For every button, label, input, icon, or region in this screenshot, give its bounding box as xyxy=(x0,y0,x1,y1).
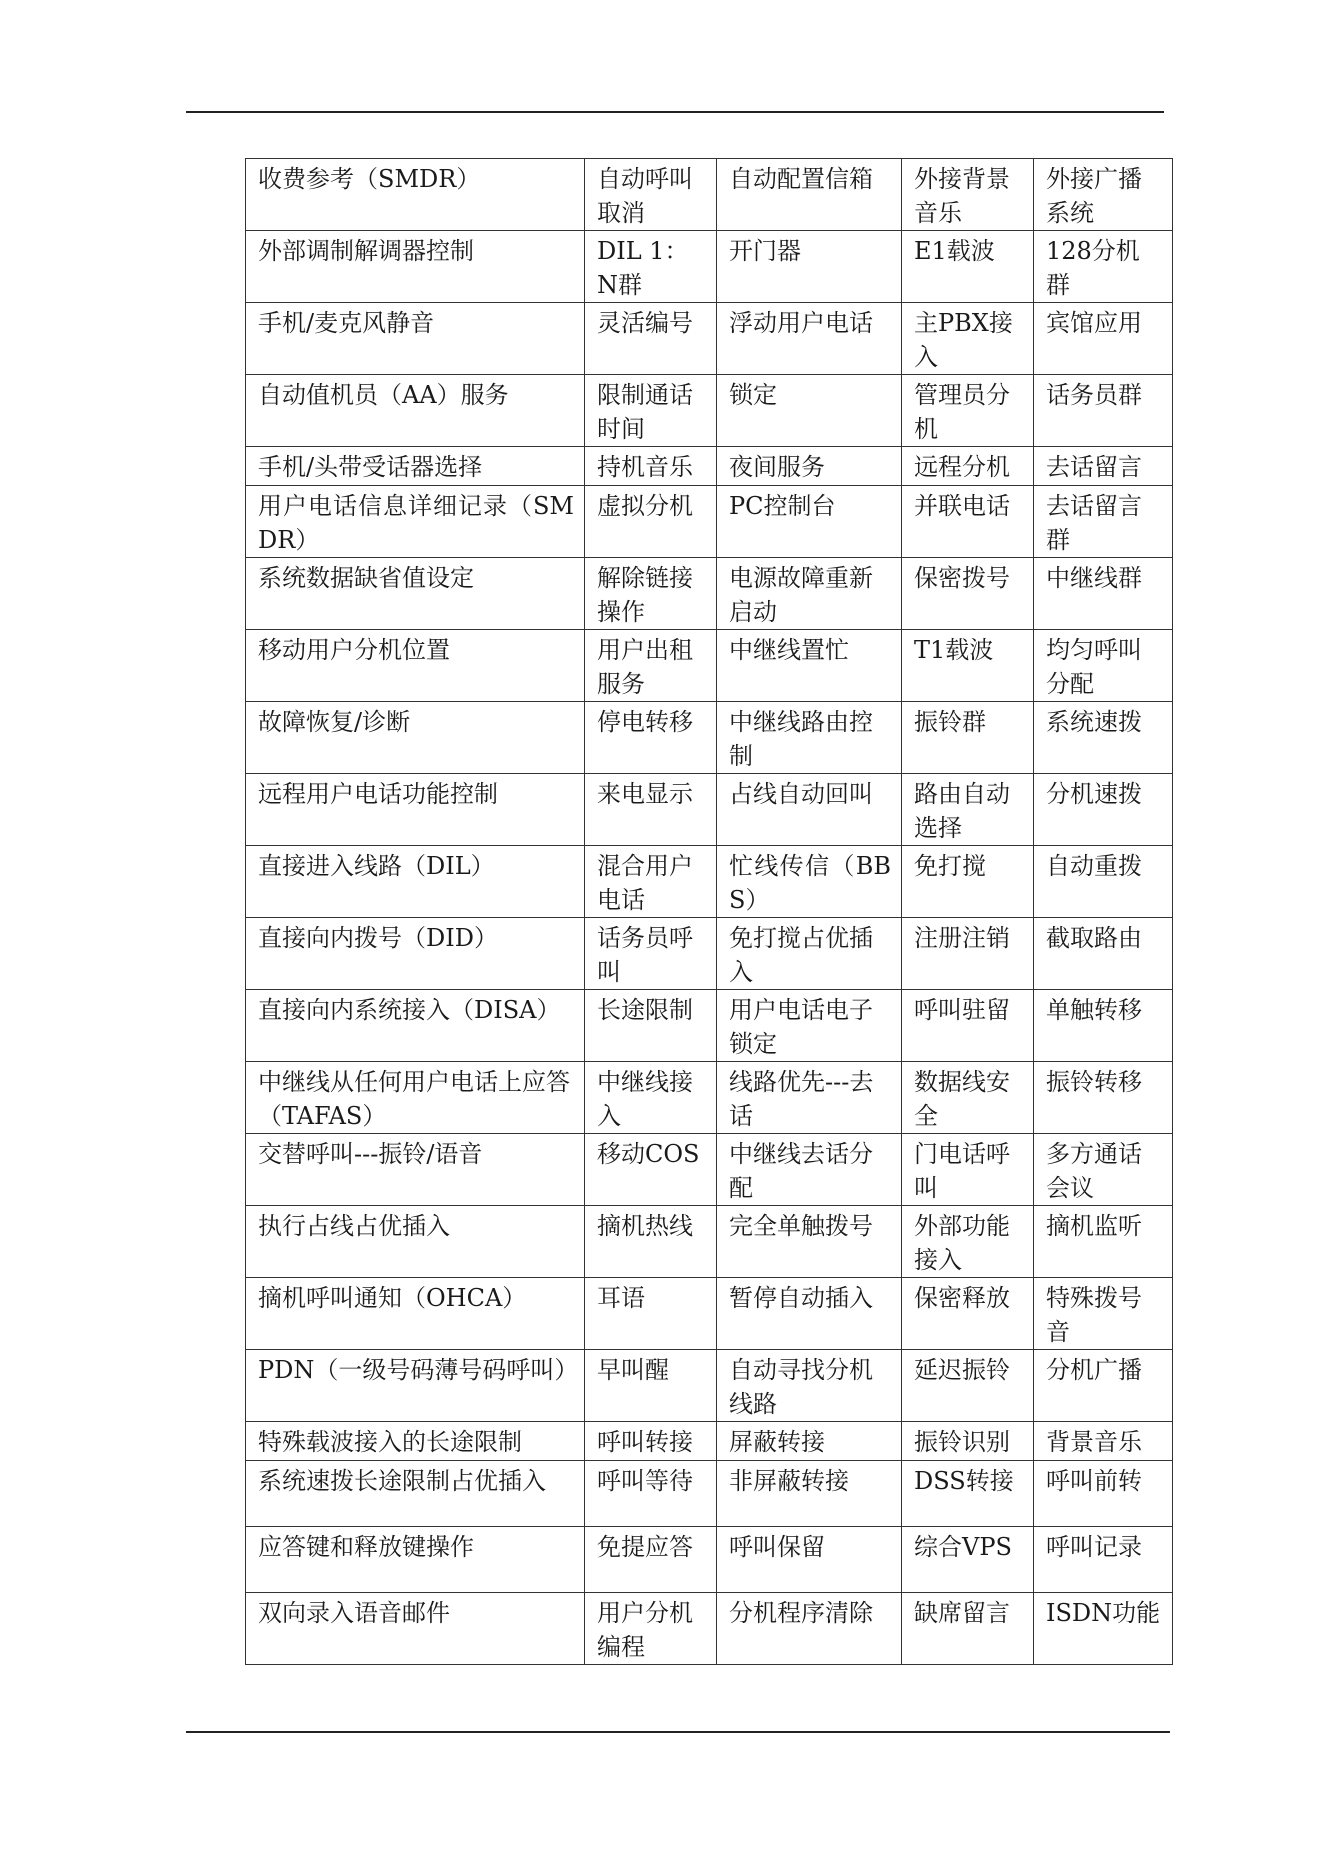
table-cell: 呼叫转接 xyxy=(585,1422,717,1461)
table-cell: PDN（一级号码薄号码呼叫） xyxy=(246,1350,585,1422)
table-cell: 持机音乐 xyxy=(585,447,717,486)
table-cell: 摘机呼叫通知（OHCA） xyxy=(246,1278,585,1350)
table-cell: 外接背景音乐 xyxy=(902,159,1034,231)
table-cell: 截取路由 xyxy=(1034,918,1173,990)
table-cell: 分机广播 xyxy=(1034,1350,1173,1422)
table-cell: 门电话呼叫 xyxy=(902,1134,1034,1206)
table-cell: 自动呼叫取消 xyxy=(585,159,717,231)
table-row xyxy=(246,1062,1173,1134)
table-row xyxy=(246,1527,1173,1593)
table-cell: 执行占线占优插入 xyxy=(246,1206,585,1278)
table-row xyxy=(246,1350,1173,1422)
table-row xyxy=(246,1593,1173,1665)
table-cell: 中继线从任何用户电话上应答（TAFAS） xyxy=(246,1062,585,1134)
table-cell: 移动用户分机位置 xyxy=(246,630,585,702)
table-cell: 综合VPS xyxy=(902,1527,1034,1593)
table-cell: 外接广播系统 xyxy=(1034,159,1173,231)
table-cell: 用户分机编程 xyxy=(585,1593,717,1665)
table-cell: 自动重拨 xyxy=(1034,846,1173,918)
table-cell: 振铃群 xyxy=(902,702,1034,774)
table-cell: 背景音乐 xyxy=(1034,1422,1173,1461)
table-cell: 虚拟分机 xyxy=(585,486,717,558)
table-cell: 锁定 xyxy=(717,375,902,447)
table-cell: 直接向内系统接入（DISA） xyxy=(246,990,585,1062)
table-row xyxy=(246,918,1173,990)
table-cell: 路由自动选择 xyxy=(902,774,1034,846)
table-cell: 中继线置忙 xyxy=(717,630,902,702)
table-cell: 单触转移 xyxy=(1034,990,1173,1062)
table-cell: 用户电话电子锁定 xyxy=(717,990,902,1062)
table-cell: 手机/麦克风静音 xyxy=(246,303,585,375)
table-cell: 免提应答 xyxy=(585,1527,717,1593)
table-cell: 非屏蔽转接 xyxy=(717,1461,902,1527)
table-cell: 免打搅 xyxy=(902,846,1034,918)
table-cell: PC控制台 xyxy=(717,486,902,558)
table-cell: 浮动用户电话 xyxy=(717,303,902,375)
table-cell: 主PBX接入 xyxy=(902,303,1034,375)
table-row xyxy=(246,774,1173,846)
table-cell: 均匀呼叫分配 xyxy=(1034,630,1173,702)
table-row xyxy=(246,1422,1173,1461)
table-cell: 灵活编号 xyxy=(585,303,717,375)
table-cell: 收费参考（SMDR） xyxy=(246,159,585,231)
table-row xyxy=(246,1134,1173,1206)
table-cell: 振铃转移 xyxy=(1034,1062,1173,1134)
table-cell: 用户电话信息详细记录（SMDR） xyxy=(246,486,585,558)
table-cell: 中继线路由控制 xyxy=(717,702,902,774)
table-cell: 话务员呼叫 xyxy=(585,918,717,990)
table-cell: 忙线传信（BBS） xyxy=(717,846,902,918)
feature-table xyxy=(245,158,1173,1665)
table-cell: 停电转移 xyxy=(585,702,717,774)
table-cell: T1载波 xyxy=(902,630,1034,702)
table-row xyxy=(246,558,1173,630)
table-cell: 系统速拨 xyxy=(1034,702,1173,774)
table-cell: 中继线接入 xyxy=(585,1062,717,1134)
table-row xyxy=(246,702,1173,774)
table-cell: 外部调制解调器控制 xyxy=(246,231,585,303)
table-cell: 长途限制 xyxy=(585,990,717,1062)
table-cell: 摘机监听 xyxy=(1034,1206,1173,1278)
table-cell: 数据线安全 xyxy=(902,1062,1034,1134)
table-cell: 去话留言 xyxy=(1034,447,1173,486)
table-row xyxy=(246,630,1173,702)
table-cell: 屏蔽转接 xyxy=(717,1422,902,1461)
table-cell: 移动COS xyxy=(585,1134,717,1206)
table-cell: 管理员分机 xyxy=(902,375,1034,447)
table-row xyxy=(246,990,1173,1062)
table-cell: 注册注销 xyxy=(902,918,1034,990)
table-cell: 电源故障重新启动 xyxy=(717,558,902,630)
table-cell: DSS转接 xyxy=(902,1461,1034,1527)
table-row xyxy=(246,1461,1173,1527)
table-cell: 早叫醒 xyxy=(585,1350,717,1422)
table-cell: 远程用户电话功能控制 xyxy=(246,774,585,846)
table-row xyxy=(246,159,1173,231)
table-row xyxy=(246,1206,1173,1278)
table-cell: 特殊载波接入的长途限制 xyxy=(246,1422,585,1461)
table-cell: 解除链接操作 xyxy=(585,558,717,630)
table-cell: 直接进入线路（DIL） xyxy=(246,846,585,918)
table-cell: 自动配置信箱 xyxy=(717,159,902,231)
table-cell: 保密拨号 xyxy=(902,558,1034,630)
table-cell: 限制通话时间 xyxy=(585,375,717,447)
table-cell: 手机/头带受话器选择 xyxy=(246,447,585,486)
table-cell: 中继线去话分配 xyxy=(717,1134,902,1206)
table-cell: 自动值机员（AA）服务 xyxy=(246,375,585,447)
table-cell: 分机速拨 xyxy=(1034,774,1173,846)
footer-rule xyxy=(186,1731,1170,1733)
table-cell: 系统速拨长途限制占优插入 xyxy=(246,1461,585,1527)
table-cell: 暂停自动插入 xyxy=(717,1278,902,1350)
table-cell: 呼叫驻留 xyxy=(902,990,1034,1062)
table-cell: 保密释放 xyxy=(902,1278,1034,1350)
table-row xyxy=(246,375,1173,447)
table-cell: 故障恢复/诊断 xyxy=(246,702,585,774)
table-cell: 128分机群 xyxy=(1034,231,1173,303)
table-cell: E1载波 xyxy=(902,231,1034,303)
table-cell: 远程分机 xyxy=(902,447,1034,486)
table-cell: 外部功能接入 xyxy=(902,1206,1034,1278)
table-cell: 呼叫前转 xyxy=(1034,1461,1173,1527)
table-cell: 双向录入语音邮件 xyxy=(246,1593,585,1665)
table-cell: 完全单触拨号 xyxy=(717,1206,902,1278)
table-cell: 线路优先---去话 xyxy=(717,1062,902,1134)
table-cell: 直接向内拨号（DID） xyxy=(246,918,585,990)
table-cell: 占线自动回叫 xyxy=(717,774,902,846)
table-cell: 缺席留言 xyxy=(902,1593,1034,1665)
table-row xyxy=(246,846,1173,918)
table-row xyxy=(246,303,1173,375)
header-rule xyxy=(186,111,1164,113)
table-cell: 话务员群 xyxy=(1034,375,1173,447)
table-cell: 呼叫记录 xyxy=(1034,1527,1173,1593)
table-cell: DIL 1：N群 xyxy=(585,231,717,303)
table-cell: 系统数据缺省值设定 xyxy=(246,558,585,630)
table-cell: 特殊拨号音 xyxy=(1034,1278,1173,1350)
table-cell: 振铃识别 xyxy=(902,1422,1034,1461)
table-cell: 分机程序清除 xyxy=(717,1593,902,1665)
table-cell: 并联电话 xyxy=(902,486,1034,558)
table-cell: 应答键和释放键操作 xyxy=(246,1527,585,1593)
table-cell: 呼叫保留 xyxy=(717,1527,902,1593)
table-cell: 呼叫等待 xyxy=(585,1461,717,1527)
table-cell: 去话留言群 xyxy=(1034,486,1173,558)
table-cell: 开门器 xyxy=(717,231,902,303)
feature-table-body xyxy=(246,159,1173,1665)
table-cell: 延迟振铃 xyxy=(902,1350,1034,1422)
table-cell: 多方通话会议 xyxy=(1034,1134,1173,1206)
table-cell: 宾馆应用 xyxy=(1034,303,1173,375)
table-cell: 耳语 xyxy=(585,1278,717,1350)
table-cell: 夜间服务 xyxy=(717,447,902,486)
table-cell: 交替呼叫---振铃/语音 xyxy=(246,1134,585,1206)
table-row xyxy=(246,486,1173,558)
table-cell: ISDN功能 xyxy=(1034,1593,1173,1665)
table-cell: 中继线群 xyxy=(1034,558,1173,630)
table-row xyxy=(246,1278,1173,1350)
table-cell: 混合用户电话 xyxy=(585,846,717,918)
table-row xyxy=(246,231,1173,303)
table-row xyxy=(246,447,1173,486)
table-cell: 用户出租服务 xyxy=(585,630,717,702)
table-cell: 来电显示 xyxy=(585,774,717,846)
table-cell: 免打搅占优插入 xyxy=(717,918,902,990)
table-cell: 自动寻找分机线路 xyxy=(717,1350,902,1422)
table-cell: 摘机热线 xyxy=(585,1206,717,1278)
